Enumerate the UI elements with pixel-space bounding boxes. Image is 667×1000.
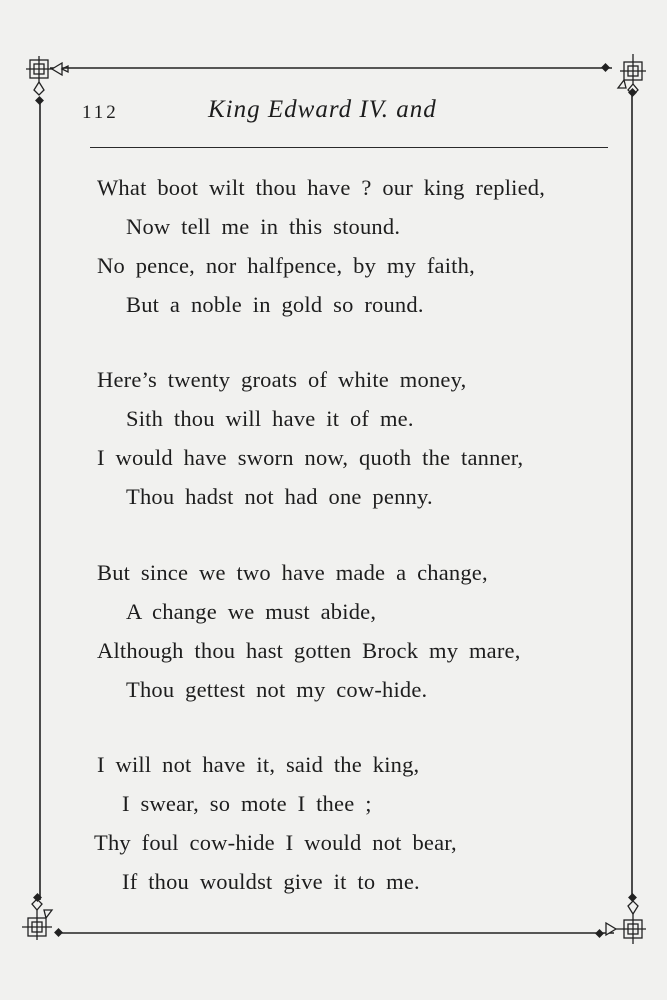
corner-ornament-top-right bbox=[602, 54, 646, 96]
poem-line: I swear, so mote I thee ; bbox=[122, 791, 372, 816]
poem-line: Thy foul cow-hide I would not bear, bbox=[94, 830, 457, 855]
poem-line: A change we must abide, bbox=[126, 599, 377, 624]
poem-line: But a noble in gold so round. bbox=[126, 292, 424, 317]
poem-line: But since we two have made a change, bbox=[97, 560, 488, 585]
poem-line: Although thou hast gotten Brock my mare, bbox=[97, 638, 521, 663]
header-rule bbox=[90, 147, 608, 148]
corner-ornament-bottom-right bbox=[596, 894, 646, 944]
poem-line: What boot wilt thou have ? our king replied, bbox=[97, 175, 546, 200]
poem-line: Thou hadst not had one penny. bbox=[126, 484, 433, 509]
poem-line: Now tell me in this stound. bbox=[126, 214, 401, 239]
poem-line: No pence, nor halfpence, by my faith, bbox=[97, 253, 475, 278]
corner-ornament-top-left bbox=[26, 56, 68, 104]
poem-line: Sith thou will have it of me. bbox=[126, 406, 414, 431]
poem-line: I will not have it, said the king, bbox=[97, 752, 420, 777]
running-title: King Edward IV. and bbox=[208, 96, 437, 123]
poem-line: Thou gettest not my cow-hide. bbox=[126, 677, 428, 702]
page-number: 112 bbox=[82, 102, 119, 123]
page-header bbox=[80, 96, 610, 132]
poem-line: If thou wouldst give it to me. bbox=[122, 869, 420, 894]
poem-line: Here’s twenty groats of white money, bbox=[97, 367, 467, 392]
corner-ornament-bottom-left bbox=[22, 894, 62, 940]
poem-line: I would have sworn now, quoth the tanner, bbox=[97, 445, 524, 470]
